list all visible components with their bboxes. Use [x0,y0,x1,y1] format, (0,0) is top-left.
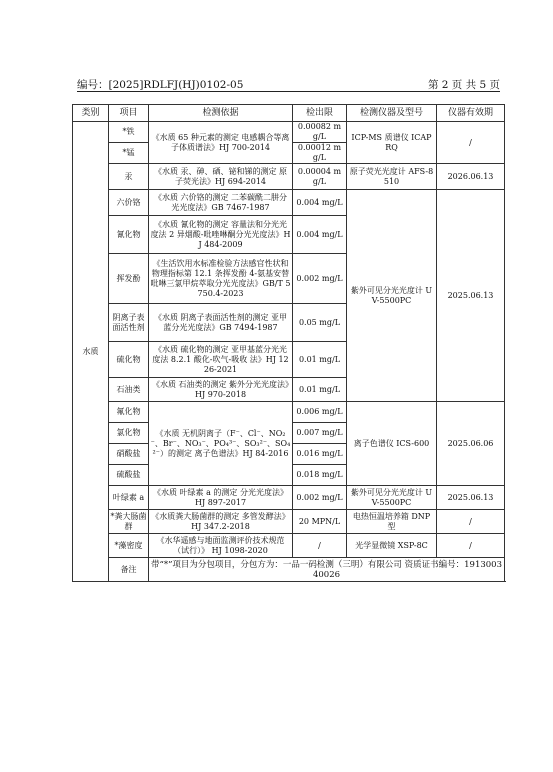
limit-cell: 0.002 mg/L [293,254,347,304]
item-cell: *铁 [109,122,149,143]
instrument-cell: 离子色谱仪 ICS-600 [347,402,437,486]
table-row [73,164,505,190]
table-row [73,486,505,510]
limit-cell: 0.00012 mg/L [293,143,347,164]
limit-cell: 0.00004 mg/L [293,164,347,190]
col-header-instrument: 检测仪器及型号 [347,105,437,122]
table-row [73,510,505,534]
validity-cell: 2026.06.13 [437,164,505,190]
validity-cell: 2025.06.06 [437,402,505,486]
table-row [73,190,505,216]
limit-cell: 0.00082 mg/L [293,122,347,143]
table-row [73,534,505,558]
basis-cell: 《水质 硫化物的测定 亚甲基蓝分光光度法 8.2.1 酸化-吹气-吸收 法》HJ 1226-2021 [149,342,293,378]
remark-label: 备注 [109,558,149,582]
item-cell: *锰 [109,143,149,164]
instrument-cell: 电热恒温培养箱 DNP 型 [347,510,437,534]
validity-cell: / [437,510,505,534]
limit-cell: / [293,534,347,558]
item-cell: 氯化物 [109,423,149,444]
basis-cell: 《水质 叶绿素 a 的测定 分光光度法》HJ 897-2017 [149,486,293,510]
item-cell: *粪大肠菌群 [109,510,149,534]
item-cell: 硫化物 [109,342,149,378]
table-row [73,402,505,423]
basis-cell: 《水质 六价铬的测定 二苯碳酰二肼分光光度法》GB 7467-1987 [149,190,293,216]
limit-cell: 0.002 mg/L [293,486,347,510]
item-cell: 汞 [109,164,149,190]
limit-cell: 0.004 mg/L [293,216,347,254]
basis-cell: 《水质 无机阴离子（F⁻、Cl⁻、NO₂⁻、Br⁻、NO₃⁻、PO₄³⁻、SO₃²⁻、SO₄²⁻）的测定 离子色谱法》HJ 84-2016 [149,402,293,486]
validity-cell: / [437,122,505,164]
basis-cell: 《水质 阴离子表面活性剂的测定 亚甲蓝分光光度法》GB 7494-1987 [149,304,293,342]
item-cell: 叶绿素 a [109,486,149,510]
limit-cell: 0.007 mg/L [293,423,347,444]
item-cell: 挥发酚 [109,254,149,304]
limit-cell: 0.01 mg/L [293,378,347,402]
col-header-limit: 检出限 [293,105,347,122]
document-header [77,77,500,92]
remark-row [73,558,505,582]
limit-cell: 0.01 mg/L [293,342,347,378]
validity-cell: 2025.06.13 [437,486,505,510]
instrument-cell: 原子荧光光度计 AFS-8510 [347,164,437,190]
item-cell: 氰化物 [109,216,149,254]
item-cell: 氟化物 [109,402,149,423]
validity-cell: / [437,534,505,558]
col-header-category: 类别 [73,105,109,122]
table-header-row [73,105,505,122]
limit-cell: 0.05 mg/L [293,304,347,342]
validity-cell: 2025.06.13 [437,190,505,402]
item-cell: 石油类 [109,378,149,402]
limit-cell: 0.016 mg/L [293,444,347,465]
instrument-cell: 光学显微镜 XSP-8C [347,534,437,558]
col-header-basis: 检测依据 [149,105,293,122]
basis-cell: 《水质 汞、砷、硒、铋和锑的测定 原子荧光法》HJ 694-2014 [149,164,293,190]
category-cell: 水质 [73,122,109,582]
remark-text: 带“*”项目为分包项目，分包方为：一品一码检测（三明）有限公司 资质证书编号：191300340026 [149,558,505,582]
limit-cell: 0.018 mg/L [293,465,347,486]
table-row [73,122,505,143]
instrument-cell: 紫外可见分光光度计 UV-5500PC [347,190,437,402]
basis-cell: 《水质 氰化物的测定 容量法和分光光度法 2 异烟酸-吡唑啉酮分光光度法》HJ 484-2009 [149,216,293,254]
instrument-cell: ICP-MS 质谱仪 ICAP RQ [347,122,437,164]
item-cell: 硝酸盐 [109,444,149,465]
detection-table [72,104,505,582]
item-cell: 阴离子表面活性剂 [109,304,149,342]
page-number: 第 2 页 共 5 页 [427,79,500,91]
basis-cell: 《水质粪大肠菌群的测定 多管发酵法》HJ 347.2-2018 [149,510,293,534]
col-header-validity: 仪器有效期 [437,105,505,122]
limit-cell: 20 MPN/L [293,510,347,534]
col-header-item: 项目 [109,105,149,122]
basis-cell: 《水质 65 种元素的测定 电感耦合等离子体质谱法》HJ 700-2014 [149,122,293,164]
basis-cell: 《水质 石油类的测定 紫外分光光度法》HJ 970-2018 [149,378,293,402]
basis-cell: 《生活饮用水标准检验方法感官性状和物理指标第 12.1 条挥发酚 4-氨基安替吡啉三氯甲烷萃取分光光度法》GB/T 5750.4-2023 [149,254,293,304]
item-cell: *藻密度 [109,534,149,558]
item-cell: 硫酸盐 [109,465,149,486]
limit-cell: 0.004 mg/L [293,190,347,216]
basis-cell: 《水华遥感与地面监测评价技术规范（试行）》 HJ 1098-2020 [149,534,293,558]
instrument-cell: 紫外可见分光光度计 UV-5500PC [347,486,437,510]
item-cell: 六价铬 [109,190,149,216]
limit-cell: 0.006 mg/L [293,402,347,423]
report-code: 编号：[2025]RDLFJ(HJ)0102-05 [77,79,244,91]
